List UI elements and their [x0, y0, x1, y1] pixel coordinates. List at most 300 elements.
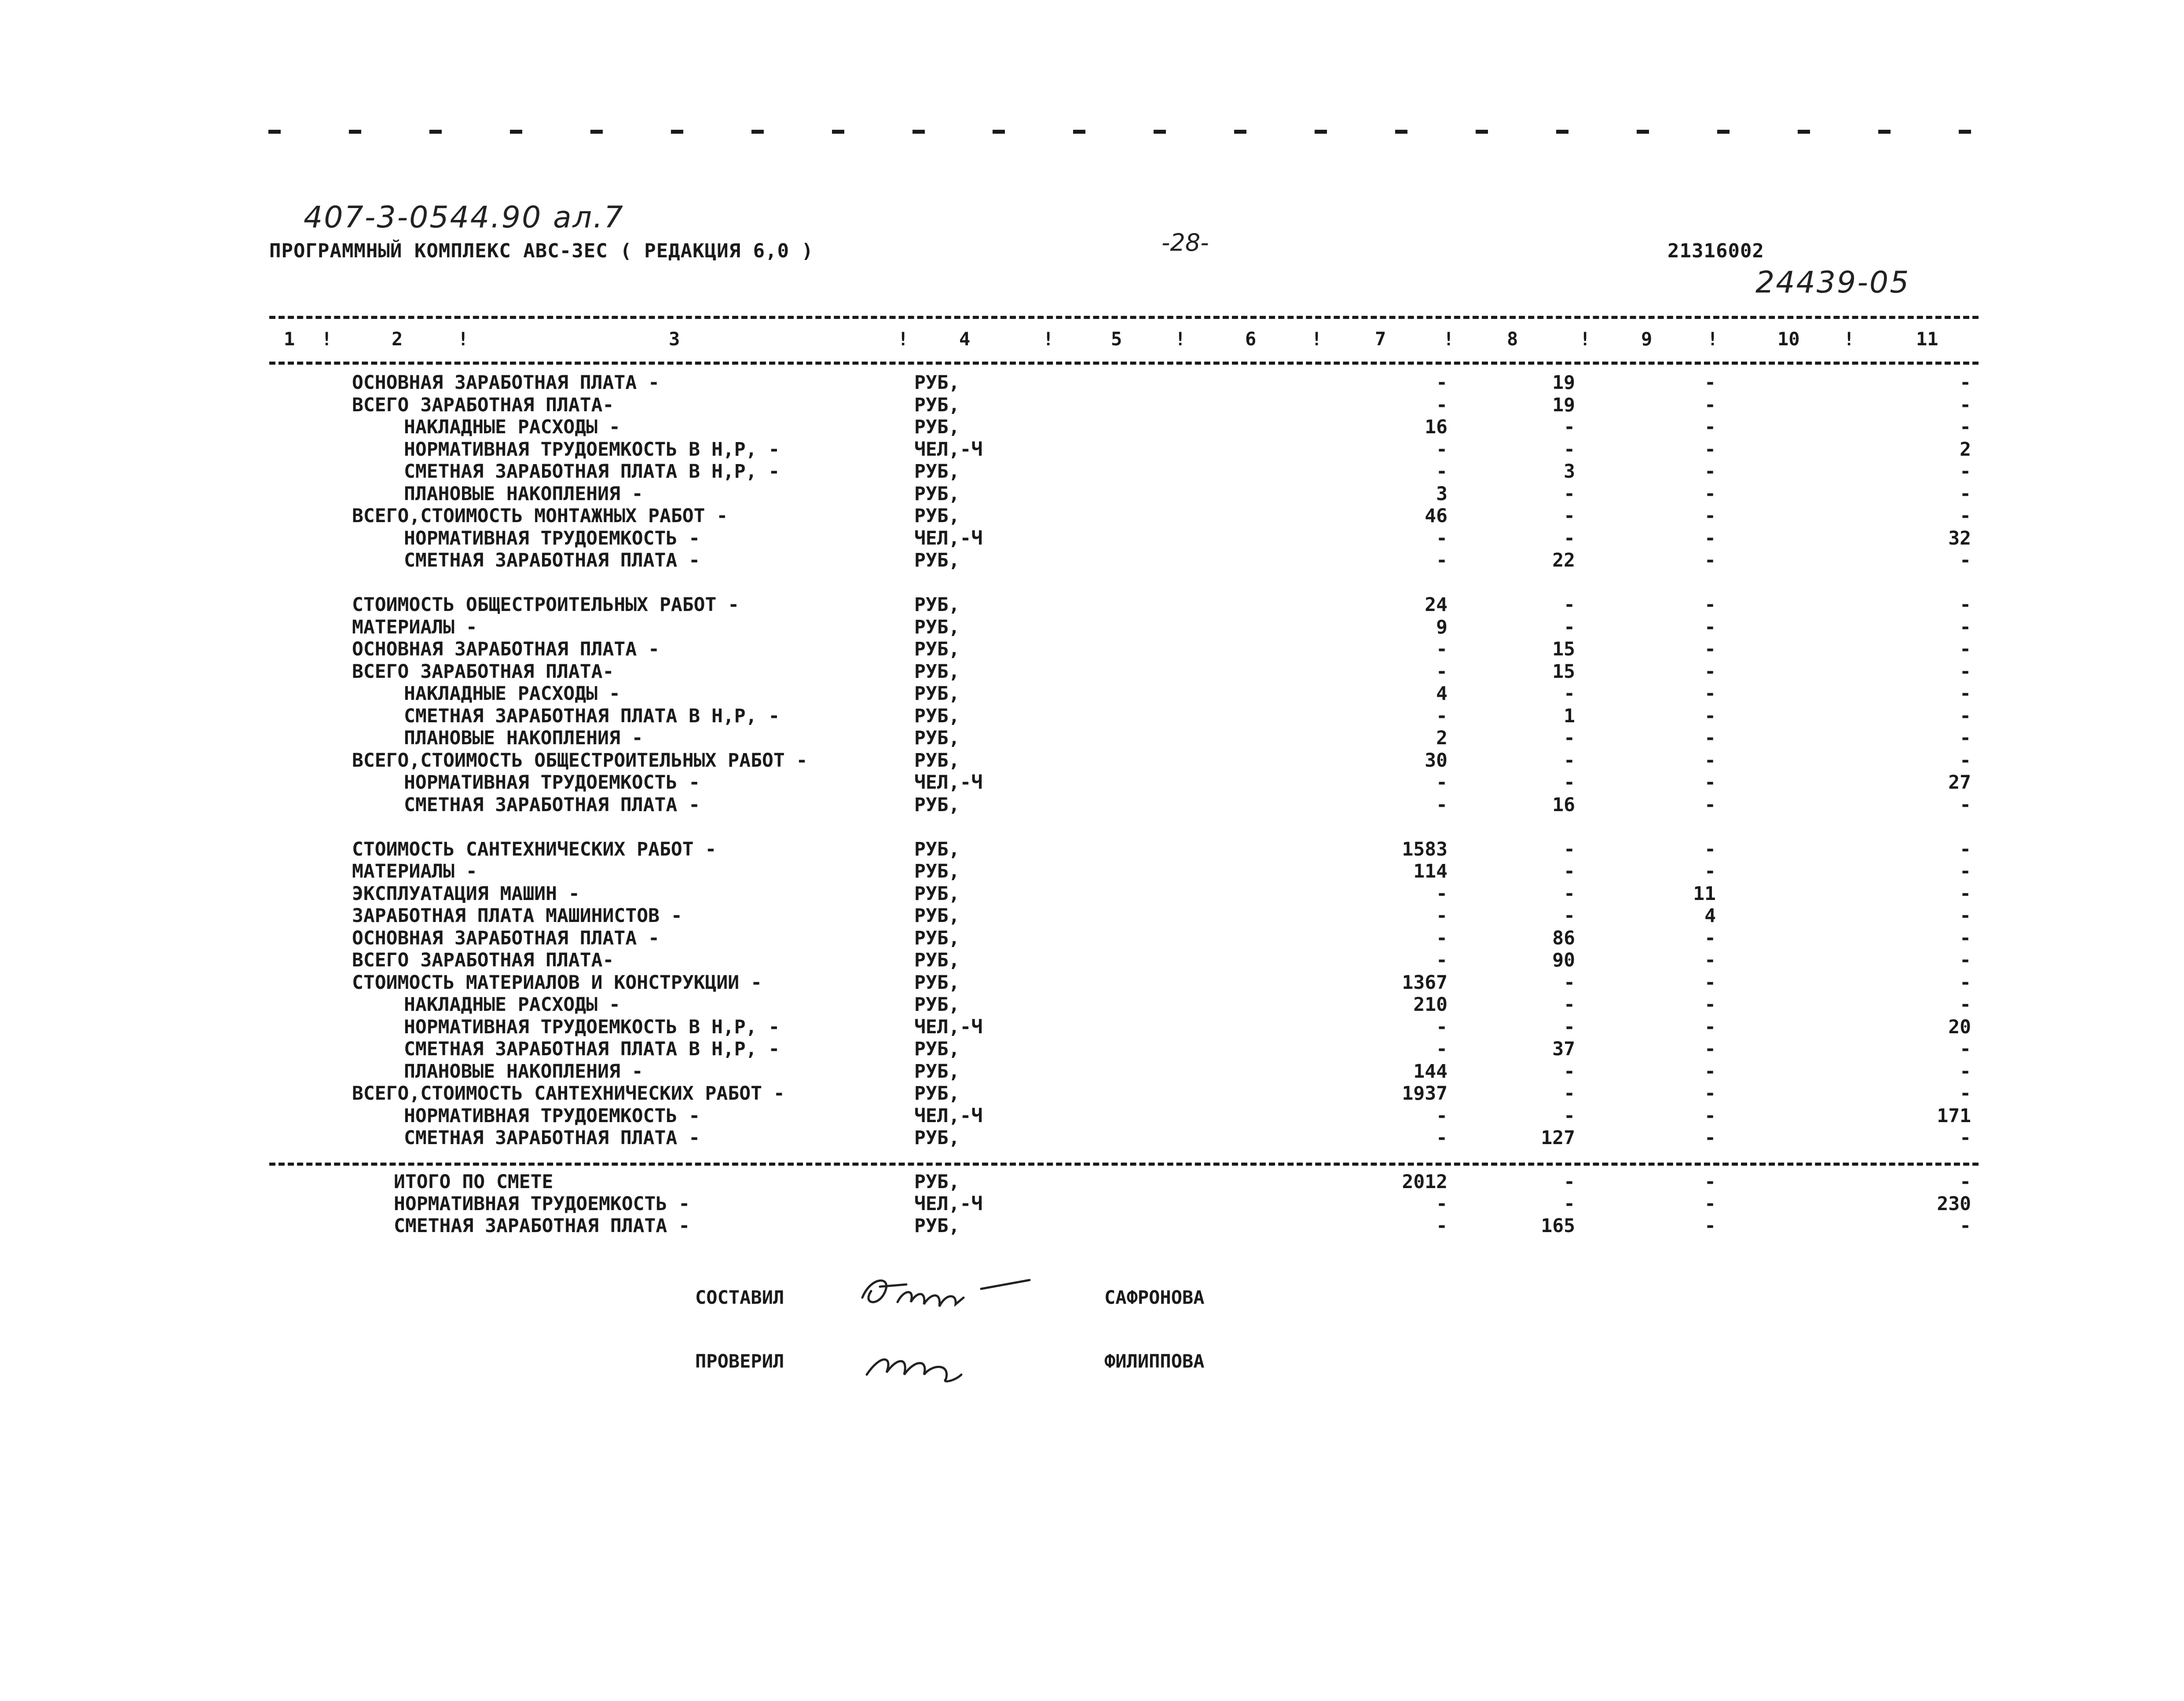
checked-by-name: ФИЛИППОВА: [1104, 1350, 1205, 1372]
row-value-col9: -: [1704, 438, 1716, 461]
row-value-col7: -: [1436, 882, 1447, 905]
row-value-col8: -: [1564, 505, 1575, 527]
table-row: [0, 972, 2184, 994]
row-label: ВСЕГО ЗАРАБОТНАЯ ПЛАТА-: [352, 949, 614, 971]
row-value-col9: -: [1704, 1038, 1716, 1060]
row-value-col9: -: [1704, 772, 1716, 794]
row-value-col9: -: [1704, 860, 1716, 882]
row-value-col8: -: [1564, 860, 1575, 882]
row-label: ЭКСПЛУАТАЦИЯ МАШИН -: [352, 882, 580, 905]
row-value-col8: -: [1564, 1083, 1575, 1105]
row-value-col11: -: [1960, 727, 1971, 749]
row-value-col9: -: [1704, 372, 1716, 394]
table-row: [0, 461, 2184, 483]
header-bottom-rule: [269, 362, 1979, 365]
row-label: СМЕТНАЯ ЗАРАБОТНАЯ ПЛАТА В Н,Р, -: [404, 461, 780, 483]
row-value-col11: -: [1960, 416, 1971, 438]
row-label: НОРМАТИВНАЯ ТРУДОЕМКОСТЬ -: [394, 1193, 690, 1215]
row-unit: ЧЕЛ,-Ч: [914, 772, 983, 794]
row-unit: ЧЕЛ,-Ч: [914, 1016, 983, 1038]
row-value-col11: -: [1960, 927, 1971, 949]
table-row: [0, 1061, 2184, 1083]
row-value-col8: 165: [1541, 1215, 1575, 1237]
table-row: [0, 949, 2184, 971]
handwritten-document-code: 407-3-0544.90 ал.7: [304, 200, 624, 235]
row-value-col9: -: [1704, 616, 1716, 638]
row-label: НОРМАТИВНАЯ ТРУДОЕМКОСТЬ -: [404, 527, 700, 549]
table-row: [0, 527, 2184, 549]
row-value-col7: -: [1436, 1038, 1447, 1060]
table-top-rule: [269, 316, 1979, 319]
row-label: ВСЕГО ЗАРАБОТНАЯ ПЛАТА-: [352, 394, 614, 416]
row-value-col8: -: [1564, 905, 1575, 927]
column-header-8: 8: [1507, 328, 1518, 350]
row-value-col11: -: [1960, 749, 1971, 772]
row-value-col9: 11: [1693, 882, 1716, 905]
row-value-col11: -: [1960, 705, 1971, 727]
row-label: СМЕТНАЯ ЗАРАБОТНАЯ ПЛАТА В Н,Р, -: [404, 1038, 780, 1060]
table-row: [0, 1038, 2184, 1060]
row-value-col9: -: [1704, 1060, 1716, 1083]
row-value-col11: 32: [1948, 527, 1971, 549]
row-value-col8: 19: [1552, 372, 1575, 394]
row-value-col7: 144: [1413, 1060, 1447, 1083]
table-row: [0, 905, 2184, 927]
table-row: [0, 616, 2184, 638]
border-dash: [1959, 130, 1971, 134]
row-label: ВСЕГО,СТОИМОСТЬ САНТЕХНИЧЕСКИХ РАБОТ -: [352, 1083, 785, 1105]
top-dashed-border: [268, 130, 1971, 134]
row-value-col11: -: [1960, 838, 1971, 860]
table-row: [0, 860, 2184, 882]
row-value-col7: -: [1436, 794, 1447, 816]
row-unit: РУБ,: [914, 594, 960, 616]
row-value-col7: 24: [1425, 594, 1447, 616]
row-value-col8: -: [1564, 994, 1575, 1016]
row-unit: ЧЕЛ,-Ч: [914, 1105, 983, 1127]
row-label: ПЛАНОВЫЕ НАКОПЛЕНИЯ -: [404, 1060, 643, 1083]
row-value-col8: -: [1564, 1193, 1575, 1215]
row-value-col7: -: [1436, 905, 1447, 927]
row-value-col11: -: [1960, 660, 1971, 683]
row-value-col8: -: [1564, 1016, 1575, 1038]
border-dash: [1476, 130, 1488, 134]
row-label: ВСЕГО ЗАРАБОТНАЯ ПЛАТА-: [352, 660, 614, 683]
row-value-col11: -: [1960, 616, 1971, 638]
table-row: [0, 994, 2184, 1016]
row-value-col9: -: [1704, 394, 1716, 416]
row-value-col11: -: [1960, 461, 1971, 483]
row-unit: РУБ,: [914, 483, 960, 505]
row-value-col9: -: [1704, 927, 1716, 949]
row-value-col8: 1: [1564, 705, 1575, 727]
column-header-11: 11: [1916, 328, 1938, 350]
row-value-col7: -: [1436, 1127, 1447, 1149]
row-value-col8: -: [1564, 1171, 1575, 1193]
row-value-col8: -: [1564, 1105, 1575, 1127]
row-value-col7: -: [1436, 927, 1447, 949]
row-unit: РУБ,: [914, 905, 960, 927]
row-value-col8: -: [1564, 527, 1575, 549]
row-value-col9: -: [1704, 660, 1716, 683]
row-label: СМЕТНАЯ ЗАРАБОТНАЯ ПЛАТА -: [404, 549, 700, 571]
row-value-col9: -: [1704, 1016, 1716, 1038]
row-value-col11: 230: [1937, 1193, 1971, 1215]
row-unit: ЧЕЛ,-Ч: [914, 1193, 983, 1215]
table-row: [0, 927, 2184, 949]
border-dash: [510, 130, 522, 134]
row-value-col11: -: [1960, 1215, 1971, 1237]
column-separator: !: [1175, 328, 1186, 350]
column-header-5: 5: [1111, 328, 1122, 350]
column-header-2: 2: [392, 328, 403, 350]
row-unit: РУБ,: [914, 1083, 960, 1105]
row-value-col11: -: [1960, 683, 1971, 705]
row-value-col7: -: [1436, 949, 1447, 971]
border-dash: [1637, 130, 1649, 134]
row-value-col7: 16: [1425, 416, 1447, 438]
row-unit: РУБ,: [914, 549, 960, 571]
row-label: ОСНОВНАЯ ЗАРАБОТНАЯ ПЛАТА -: [352, 927, 660, 949]
table-row: [0, 1127, 2184, 1149]
row-value-col8: -: [1564, 683, 1575, 705]
row-label: СМЕТНАЯ ЗАРАБОТНАЯ ПЛАТА В Н,Р, -: [404, 705, 780, 727]
table-row: [0, 372, 2184, 394]
row-unit: РУБ,: [914, 1060, 960, 1083]
row-unit: ЧЕЛ,-Ч: [914, 438, 983, 461]
row-label: ОСНОВНАЯ ЗАРАБОТНАЯ ПЛАТА -: [352, 638, 660, 660]
row-unit: РУБ,: [914, 927, 960, 949]
row-value-col11: -: [1960, 882, 1971, 905]
row-label: НОРМАТИВНАЯ ТРУДОЕМКОСТЬ -: [404, 1105, 700, 1127]
row-value-col9: -: [1704, 1127, 1716, 1149]
row-value-col9: -: [1704, 971, 1716, 994]
checked-by-label: ПРОВЕРИЛ: [695, 1350, 784, 1372]
row-value-col11: -: [1960, 1171, 1971, 1193]
row-label: НАКЛАДНЫЕ РАСХОДЫ -: [404, 994, 620, 1016]
table-row: [0, 794, 2184, 816]
column-header-4: 4: [959, 328, 971, 350]
row-value-col11: -: [1960, 372, 1971, 394]
row-value-col8: 19: [1552, 394, 1575, 416]
row-unit: РУБ,: [914, 860, 960, 882]
row-unit: РУБ,: [914, 416, 960, 438]
row-unit: РУБ,: [914, 994, 960, 1016]
row-value-col7: -: [1436, 394, 1447, 416]
row-value-col8: -: [1564, 1060, 1575, 1083]
row-value-col7: -: [1436, 372, 1447, 394]
row-value-col7: -: [1436, 549, 1447, 571]
row-unit: РУБ,: [914, 683, 960, 705]
border-dash: [912, 130, 925, 134]
row-label: МАТЕРИАЛЫ -: [352, 860, 477, 882]
page-number: -28-: [1162, 229, 1209, 256]
column-header-3: 3: [669, 328, 680, 350]
column-separator: !: [1843, 328, 1855, 350]
row-value-col8: -: [1564, 772, 1575, 794]
row-unit: РУБ,: [914, 505, 960, 527]
row-value-col11: -: [1960, 994, 1971, 1016]
row-value-col8: 86: [1552, 927, 1575, 949]
row-unit: РУБ,: [914, 949, 960, 971]
row-value-col7: -: [1436, 527, 1447, 549]
row-label: ЗАРАБОТНАЯ ПЛАТА МАШИНИСТОВ -: [352, 905, 682, 927]
border-dash: [590, 130, 603, 134]
row-label: НАКЛАДНЫЕ РАСХОДЫ -: [404, 683, 620, 705]
row-value-col11: -: [1960, 549, 1971, 571]
table-row: [0, 705, 2184, 727]
row-value-col8: 16: [1552, 794, 1575, 816]
column-separator: !: [1707, 328, 1719, 350]
border-dash: [1234, 130, 1246, 134]
handwritten-stamp-number: 24439-05: [1755, 265, 1910, 300]
row-value-col7: 2012: [1402, 1171, 1447, 1193]
column-header-1: 1: [284, 328, 295, 350]
table-row: [0, 483, 2184, 505]
row-value-col9: -: [1704, 1171, 1716, 1193]
row-label: СМЕТНАЯ ЗАРАБОТНАЯ ПЛАТА -: [394, 1215, 690, 1237]
row-value-col9: -: [1704, 1215, 1716, 1237]
row-value-col7: -: [1436, 660, 1447, 683]
row-value-col11: -: [1960, 638, 1971, 660]
table-row: [0, 1215, 2184, 1237]
row-value-col11: -: [1960, 505, 1971, 527]
row-value-col9: -: [1704, 749, 1716, 772]
row-value-col9: -: [1704, 1193, 1716, 1215]
row-value-col9: -: [1704, 1105, 1716, 1127]
row-value-col9: -: [1704, 483, 1716, 505]
row-unit: РУБ,: [914, 727, 960, 749]
row-label: ИТОГО ПО СМЕТЕ: [394, 1171, 553, 1193]
row-label: СМЕТНАЯ ЗАРАБОТНАЯ ПЛАТА -: [404, 1127, 700, 1149]
row-unit: РУБ,: [914, 749, 960, 772]
column-header-6: 6: [1245, 328, 1257, 350]
row-value-col11: -: [1960, 483, 1971, 505]
row-value-col11: -: [1960, 794, 1971, 816]
table-row: [0, 838, 2184, 860]
border-dash: [268, 130, 281, 134]
row-value-col8: -: [1564, 438, 1575, 461]
table-row: [0, 1105, 2184, 1127]
composed-by-name: САФРОНОВА: [1104, 1287, 1205, 1308]
table-row: [0, 750, 2184, 772]
column-header-10: 10: [1777, 328, 1800, 350]
column-separator: !: [321, 328, 333, 350]
column-separator: !: [1311, 328, 1323, 350]
composed-by-label: СОСТАВИЛ: [695, 1287, 784, 1308]
row-value-col8: -: [1564, 416, 1575, 438]
row-value-col7: 3: [1436, 483, 1447, 505]
row-value-col7: -: [1436, 638, 1447, 660]
row-value-col11: -: [1960, 594, 1971, 616]
row-label: МАТЕРИАЛЫ -: [352, 616, 477, 638]
row-value-col7: 2: [1436, 727, 1447, 749]
table-row: [0, 772, 2184, 794]
row-value-col11: 2: [1960, 438, 1971, 461]
border-dash: [1556, 130, 1568, 134]
row-value-col9: -: [1704, 505, 1716, 527]
table-row: [0, 505, 2184, 527]
table-row: [0, 683, 2184, 705]
row-value-col9: -: [1704, 461, 1716, 483]
row-value-col9: -: [1704, 416, 1716, 438]
row-value-col11: -: [1960, 394, 1971, 416]
row-value-col7: -: [1436, 461, 1447, 483]
row-unit: РУБ,: [914, 638, 960, 660]
table-row: [0, 594, 2184, 616]
row-value-col7: 1367: [1402, 971, 1447, 994]
row-unit: РУБ,: [914, 882, 960, 905]
row-label: СМЕТНАЯ ЗАРАБОТНАЯ ПЛАТА -: [404, 794, 700, 816]
row-value-col9: -: [1704, 594, 1716, 616]
row-value-col11: 27: [1948, 772, 1971, 794]
row-value-col8: 15: [1552, 660, 1575, 683]
table-row: [0, 394, 2184, 416]
row-unit: РУБ,: [914, 1127, 960, 1149]
border-dash: [349, 130, 361, 134]
row-value-col7: 210: [1413, 994, 1447, 1016]
row-value-col11: -: [1960, 1127, 1971, 1149]
border-dash: [671, 130, 683, 134]
border-dash: [993, 130, 1005, 134]
column-header-7: 7: [1375, 328, 1386, 350]
totals-separator-rule: [269, 1163, 1979, 1166]
row-value-col8: -: [1564, 727, 1575, 749]
border-dash: [1315, 130, 1327, 134]
table-row: [0, 1193, 2184, 1215]
column-header-9: 9: [1641, 328, 1653, 350]
row-value-col7: 1937: [1402, 1083, 1447, 1105]
row-value-col7: -: [1436, 1215, 1447, 1237]
border-dash: [429, 130, 442, 134]
row-value-col7: -: [1436, 1105, 1447, 1127]
row-value-col7: 4: [1436, 683, 1447, 705]
border-dash: [1798, 130, 1810, 134]
row-label: ПЛАНОВЫЕ НАКОПЛЕНИЯ -: [404, 727, 643, 749]
row-value-col7: -: [1436, 1193, 1447, 1215]
border-dash: [1154, 130, 1166, 134]
row-unit: РУБ,: [914, 1171, 960, 1193]
row-value-col11: -: [1960, 971, 1971, 994]
table-row: [0, 883, 2184, 905]
border-dash: [1878, 130, 1891, 134]
row-value-col9: -: [1704, 527, 1716, 549]
row-value-col8: -: [1564, 594, 1575, 616]
composed-signature-mark: [854, 1267, 1038, 1320]
row-unit: РУБ,: [914, 372, 960, 394]
row-label: ВСЕГО,СТОИМОСТЬ ОБЩЕСТРОИТЕЛЬНЫХ РАБОТ -: [352, 749, 808, 772]
table-row: [0, 1171, 2184, 1193]
row-label: СТОИМОСТЬ МАТЕРИАЛОВ И КОНСТРУКЦИИ -: [352, 971, 762, 994]
row-label: СТОИМОСТЬ ОБЩЕСТРОИТЕЛЬНЫХ РАБОТ -: [352, 594, 740, 616]
row-label: НОРМАТИВНАЯ ТРУДОЕМКОСТЬ В Н,Р, -: [404, 1016, 780, 1038]
row-value-col11: 171: [1937, 1105, 1971, 1127]
row-value-col9: -: [1704, 994, 1716, 1016]
row-value-col9: -: [1704, 683, 1716, 705]
row-unit: РУБ,: [914, 794, 960, 816]
row-value-col7: -: [1436, 1016, 1447, 1038]
row-unit: РУБ,: [914, 1215, 960, 1237]
border-dash: [751, 130, 764, 134]
row-value-col9: -: [1704, 638, 1716, 660]
row-value-col8: -: [1564, 616, 1575, 638]
column-separator: !: [1443, 328, 1455, 350]
border-dash: [832, 130, 844, 134]
table-row: [0, 638, 2184, 660]
row-value-col7: 46: [1425, 505, 1447, 527]
row-value-col9: -: [1704, 1083, 1716, 1105]
row-value-col7: -: [1436, 705, 1447, 727]
row-unit: РУБ,: [914, 971, 960, 994]
row-label: ВСЕГО,СТОИМОСТЬ МОНТАЖНЫХ РАБОТ -: [352, 505, 728, 527]
column-separator: !: [458, 328, 469, 350]
row-value-col9: -: [1704, 727, 1716, 749]
row-value-col11: 20: [1948, 1016, 1971, 1038]
row-value-col11: -: [1960, 949, 1971, 971]
row-value-col11: -: [1960, 1038, 1971, 1060]
row-unit: РУБ,: [914, 394, 960, 416]
row-value-col8: 37: [1552, 1038, 1575, 1060]
table-row: [0, 439, 2184, 461]
row-value-col9: -: [1704, 838, 1716, 860]
row-value-col9: -: [1704, 949, 1716, 971]
row-value-col11: -: [1960, 1060, 1971, 1083]
row-value-col9: -: [1704, 549, 1716, 571]
table-row: [0, 1016, 2184, 1038]
program-header: ПРОГРАММНЫЙ КОМПЛЕКС АВС-ЗЕС ( РЕДАКЦИЯ 6,0 ): [269, 240, 814, 262]
row-value-col7: 9: [1436, 616, 1447, 638]
column-separator: !: [898, 328, 909, 350]
row-value-col8: 90: [1552, 949, 1575, 971]
row-label: ОСНОВНАЯ ЗАРАБОТНАЯ ПЛАТА -: [352, 372, 660, 394]
table-row: [0, 416, 2184, 438]
row-value-col8: -: [1564, 882, 1575, 905]
border-dash: [1395, 130, 1407, 134]
row-unit: РУБ,: [914, 660, 960, 683]
row-value-col8: -: [1564, 749, 1575, 772]
row-label: НОРМАТИВНАЯ ТРУДОЕМКОСТЬ -: [404, 772, 700, 794]
table-row: [0, 661, 2184, 683]
row-value-col8: 3: [1564, 461, 1575, 483]
row-value-col9: -: [1704, 705, 1716, 727]
row-unit: ЧЕЛ,-Ч: [914, 527, 983, 549]
checked-signature-mark: [862, 1337, 968, 1386]
row-value-col8: -: [1564, 971, 1575, 994]
column-separator: !: [1043, 328, 1054, 350]
row-value-col7: 30: [1425, 749, 1447, 772]
row-value-col8: 22: [1552, 549, 1575, 571]
table-row: [0, 727, 2184, 749]
border-dash: [1717, 130, 1730, 134]
table-row: [0, 1083, 2184, 1105]
row-label: НОРМАТИВНАЯ ТРУДОЕМКОСТЬ В Н,Р, -: [404, 438, 780, 461]
row-unit: РУБ,: [914, 616, 960, 638]
row-label: СТОИМОСТЬ САНТЕХНИЧЕСКИХ РАБОТ -: [352, 838, 717, 860]
row-value-col9: 4: [1704, 905, 1716, 927]
row-value-col8: -: [1564, 483, 1575, 505]
column-separator: !: [1579, 328, 1591, 350]
row-value-col7: -: [1436, 438, 1447, 461]
row-value-col9: -: [1704, 794, 1716, 816]
row-value-col8: 15: [1552, 638, 1575, 660]
row-value-col11: -: [1960, 905, 1971, 927]
row-unit: РУБ,: [914, 1038, 960, 1060]
row-unit: РУБ,: [914, 838, 960, 860]
row-value-col8: 127: [1541, 1127, 1575, 1149]
row-unit: РУБ,: [914, 461, 960, 483]
row-value-col7: -: [1436, 772, 1447, 794]
row-value-col11: -: [1960, 860, 1971, 882]
